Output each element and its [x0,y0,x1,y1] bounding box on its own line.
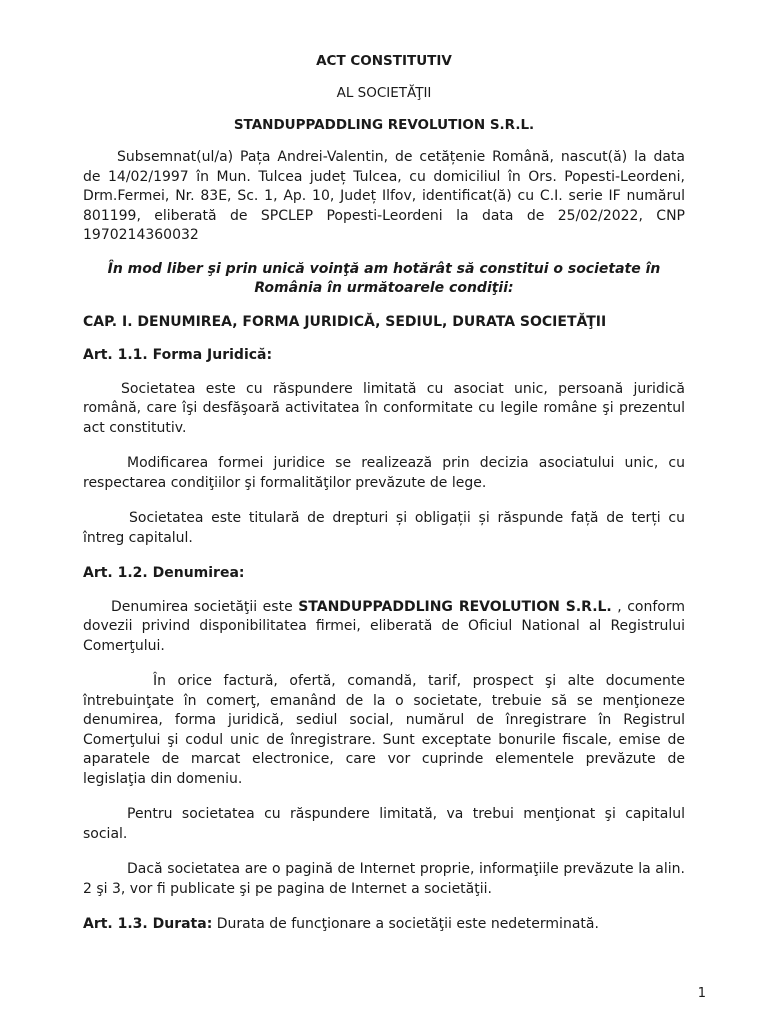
article-1-3-heading: Art. 1.3. Durata: [83,916,213,932]
document-subtitle: AL SOCIETĂŢII [336,85,432,101]
chapter-1-heading: CAP. I. DENUMIREA, FORMA JURIDICĂ, SEDIUL, DURATA SOCIETĂŢII [83,313,607,330]
document-page [83,52,685,951]
article-1-2-paragraph-4: Dacă societatea are o pagină de Internet proprie, informaţiile prevăzute la alin. 2 şi 3, vor fi publicate şi pe pagina de Internet a societăţii. [83,861,685,897]
article-1-3-text: Durata de funcţionare a societăţii este nedeterminată. [212,916,599,932]
article-1-2-heading: Art. 1.2. Denumirea: [83,565,245,581]
article-1-1-heading: Art. 1.1. Forma Juridică: [83,347,273,363]
page-number: 1 [697,986,706,1001]
article-1-2-paragraph-2: În orice factură, ofertă, comandă, tarif, prospect şi alte documente întrebuinţate în comerţ, emanând de la o societate, trebuie să se menţioneze denumirea, forma juridică, sediul social, numărul de înregistrare în Registrul Comerţului şi codul unic de înregistrare. Sunt exceptate bonurile fiscale, emise de aparatele de marcat electronice, care vor cuprinde elementele prevăzute de legislaţia din domeniu. [83,673,685,787]
article-1-1-paragraph-1: Societatea este cu răspundere limitată cu asociat unic, persoană juridică română, care îşi desfăşoară activitatea în conformitate cu legile române şi prezentul act constitutiv. [83,380,685,436]
company-name: STANDUPPADDLING REVOLUTION S.R.L. [233,117,535,133]
document-title: ACT CONSTITUTIV [316,53,452,69]
company-name-prefix: Denumirea societăţii este [111,598,299,615]
article-1-1-paragraph-2: Modificarea formei juridice se realizează prin decizia asociatului unic, cu respectarea condiţiilor şi formalităţilor prevăzute de lege. [83,455,685,491]
founder-identification: Subsemnat(ul/a) Pața Andrei-Valentin, de cetățenie Română, nascut(ă) la data de 14/02/1997 în Mun. Tulcea județ Tulcea, cu domiciliul în Ors. Popesti-Leordeni, Drm.Fermei, Nr. 83E, Sc. 1, Ap. 10, Județ Ilfov, identificat(ă) cu C.I. serie IF numărul 801199, eliberată de SPCLEP Popesti-Leordeni la data de 25/02/2022, CNP 1970214360032 [83,149,685,243]
article-1-3 [83,915,685,935]
article-1-2-paragraph-3: Pentru societatea cu răspundere limitată, va trebui menţionat şi capitalul social. [83,806,685,842]
article-1-1-paragraph-3: Societatea este titulară de drepturi și obligații și răspunde față de terți cu întreg capitalul. [83,510,685,546]
company-name-inline: STANDUPPADDLING REVOLUTION S.R.L. [298,598,612,615]
constitution-statement: În mod liber şi prin unică voinţă am hotărât să constitui o societate în România în următoarele condiţii: [107,260,661,296]
company-name-suffix: , conform dovezii privind disponibilitatea firmei, eliberată de Oficiul National al Registrului Comerţului. [83,598,685,654]
article-1-2-paragraph-1 [83,598,685,657]
